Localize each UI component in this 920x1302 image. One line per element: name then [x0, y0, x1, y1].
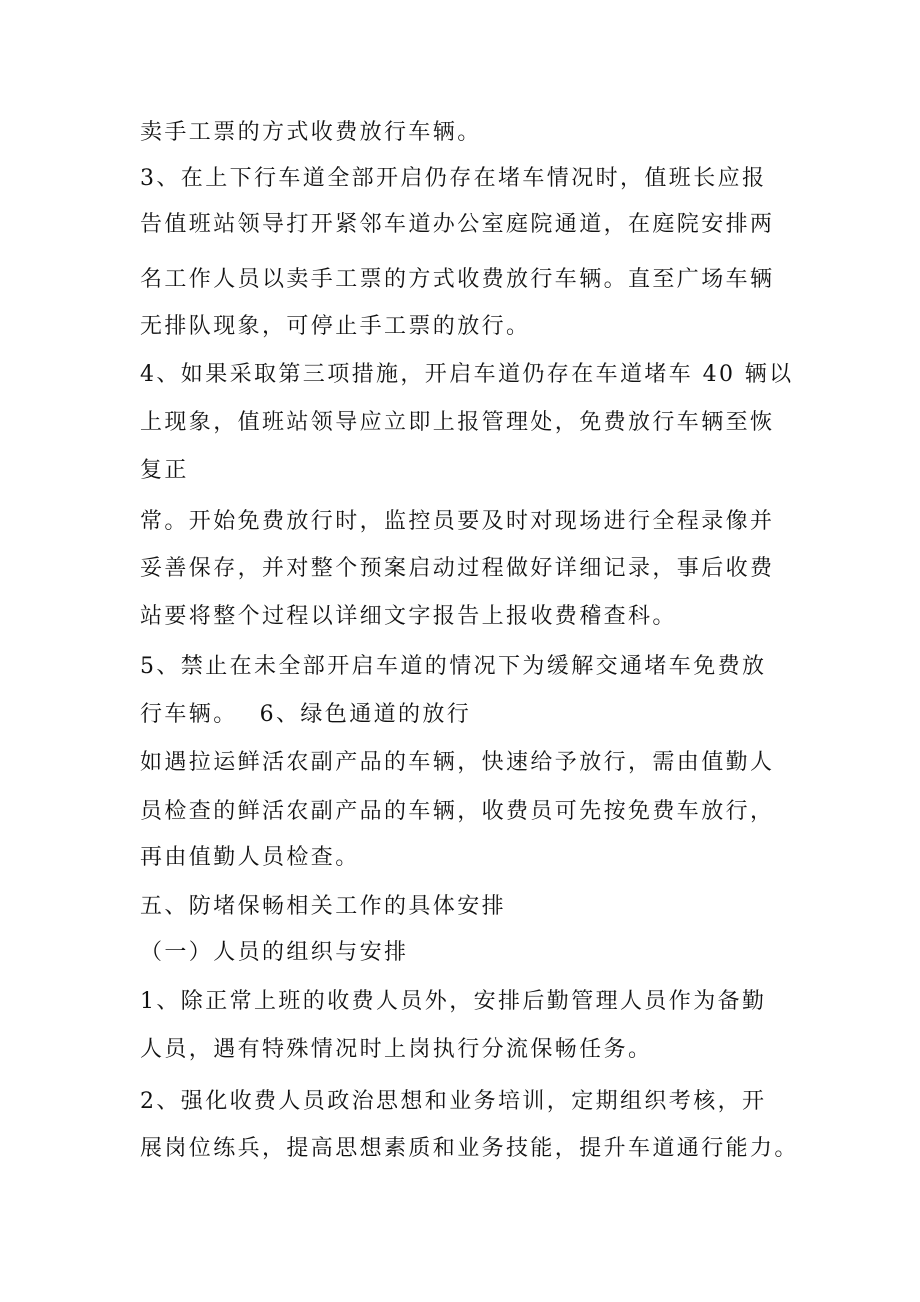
subsection-heading: （一）人员的组织与安排 [140, 940, 409, 965]
paragraph-line: 员检查的鲜活农副产品的车辆，收费员可先按免费车放行， [140, 799, 775, 824]
paragraph-line: 妥善保存，并对整个预案启动过程做好详细记录，事后收费 [140, 556, 775, 581]
paragraph-line: 再由值勤人员检查。 [140, 845, 360, 870]
paragraph-line: 名工作人员以卖手工票的方式收费放行车辆。直至广场车辆 [140, 267, 775, 292]
paragraph-line [140, 700, 800, 730]
paragraph-line-part: 6、绿色通道的放行 [259, 702, 472, 727]
paragraph-line: 1、除正常上班的收费人员外，安排后勤管理人员作为备勤 [140, 989, 767, 1014]
section-heading: 五、防堵保畅相关工作的具体安排 [140, 894, 507, 919]
paragraph-line: 卖手工票的方式收费放行车辆。 [140, 120, 482, 145]
paragraph-line: 上现象，值班站领导应立即上报管理处，免费放行车辆至恢 [140, 410, 775, 435]
paragraph-line: 人员，遇有特殊情况时上岗执行分流保畅任务。 [140, 1037, 653, 1062]
paragraph-line: 如遇拉运鲜活农副产品的车辆，快速给予放行，需由值勤人 [140, 750, 775, 775]
paragraph-line: 5、禁止在未全部开启车道的情况下为缓解交通堵车免费放 [140, 654, 767, 679]
paragraph-line: 展岗位练兵，提高思想素质和业务技能，提升车道通行能力。 [140, 1136, 799, 1161]
paragraph-line-part: 行车辆。 [140, 702, 238, 727]
paragraph-line: 3、在上下行车道全部开启仍存在堵车情况时，值班长应报 [140, 166, 767, 191]
paragraph-line: 站要将整个过程以详细文字报告上报收费稽查科。 [140, 604, 677, 629]
paragraph-line: 复正 [140, 458, 189, 483]
paragraph-line: 常。开始免费放行时，监控员要及时对现场进行全程录像并 [140, 509, 775, 534]
paragraph-line: 无排队现象，可停止手工票的放行。 [140, 314, 531, 339]
paragraph-line: 告值班站领导打开紧邻车道办公室庭院通道，在庭院安排两 [140, 212, 775, 237]
paragraph-line: 2、强化收费人员政治思想和业务培训，定期组织考核，开 [140, 1089, 767, 1114]
paragraph-line: 4、如果采取第三项措施，开启车道仍存在车道堵车 40 辆以 [140, 362, 794, 387]
